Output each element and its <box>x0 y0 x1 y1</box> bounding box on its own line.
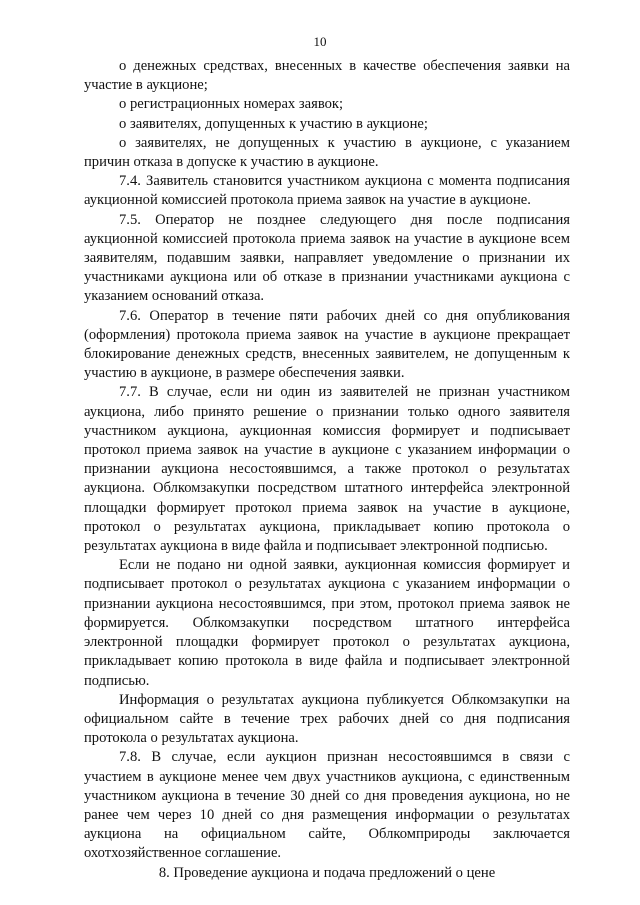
paragraph-clause-7-4: 7.4. Заявитель становится участником аукциона с момента подписания аукционной комиссией протокола приема заявок на участие в аукционе. <box>84 173 570 209</box>
paragraph-clause-7-7: 7.7. В случае, если ни один из заявителей не признан участником аукциона, либо принято решение о признании только одного заявителя участником аукциона, аукционная комиссия формирует и подписывает протокол приема заявок на участие в аукционе с указанием информации о признании аукциона несостоявшимся, а также протокол о результатах аукциона. Облкомзакупки посредством штатного интерфейса электронной площадки формирует протокол приема заявок на участие в аукционе, протокол о результатах аукциона, прикладывает копию протокола о результатах аукциона в виде файла и подписывает электронной подписью. <box>84 384 570 555</box>
paragraph-clause-7-5: 7.5. Оператор не позднее следующего дня после подписания аукционной комиссией протокола приема заявок на участие в аукционе всем заявителям, подавшим заявки, направляет уведомление о признании их участниками аукциона или об отказе в признании участниками аукциона с указанием оснований отказа. <box>84 211 570 305</box>
paragraph-admitted-applicants: о заявителях, допущенных к участию в аукционе; <box>119 115 428 132</box>
paragraph-no-applications: Если не подано ни одной заявки, аукционная комиссия формирует и подписывает протокол о результатах аукциона с указанием информации о признании аукциона несостоявшимся, при этом, протокол приема заявок не формируется. Облкомзакупки посредством штатного интерфейса электронной площадки формирует протокол о результатах аукциона, прикладывает копию протокола в виде файла и подписывает электронной подписью. <box>84 557 570 689</box>
page-number: 10 <box>313 34 327 49</box>
paragraph-rejected-applicants: о заявителях, не допущенных к участию в аукционе, с указанием причин отказа в допуске к участию в аукционе. <box>84 134 570 171</box>
paragraph-deposit-info: о денежных средствах, внесенных в качестве обеспечения заявки на участие в аукционе; <box>84 58 570 94</box>
paragraph-clause-7-6: 7.6. Оператор в течение пяти рабочих дней со дня опубликования (оформления) протокола приема заявок на участие в аукционе прекращает блокирование денежных средств, внесенных заявителем, не допущенным к участию в аукционе, в размере обеспечения заявки. <box>84 307 570 382</box>
section-heading-8: 8. Проведение аукциона и подача предложений о цене <box>158 864 496 881</box>
paragraph-clause-7-8: 7.8. В случае, если аукцион признан несостоявшимся в связи с участием в аукционе менее чем двух участников аукциона, с единственным участником аукциона в течение 30 дней со дня проведения аукциона, но не ранее чем через 10 дней со дня размещения информации о результатах аукциона на официальном сайте, Облкомприроды заключается охотхозяйственное соглашение. <box>84 749 570 862</box>
paragraph-registration-numbers: о регистрационных номерах заявок; <box>119 96 344 113</box>
paragraph-results-publication: Информация о результатах аукциона публикуется Облкомзакупки на официальном сайте в течение трех рабочих дней со дня подписания протокола о результатах аукциона. <box>84 691 570 747</box>
document-body <box>84 57 570 883</box>
